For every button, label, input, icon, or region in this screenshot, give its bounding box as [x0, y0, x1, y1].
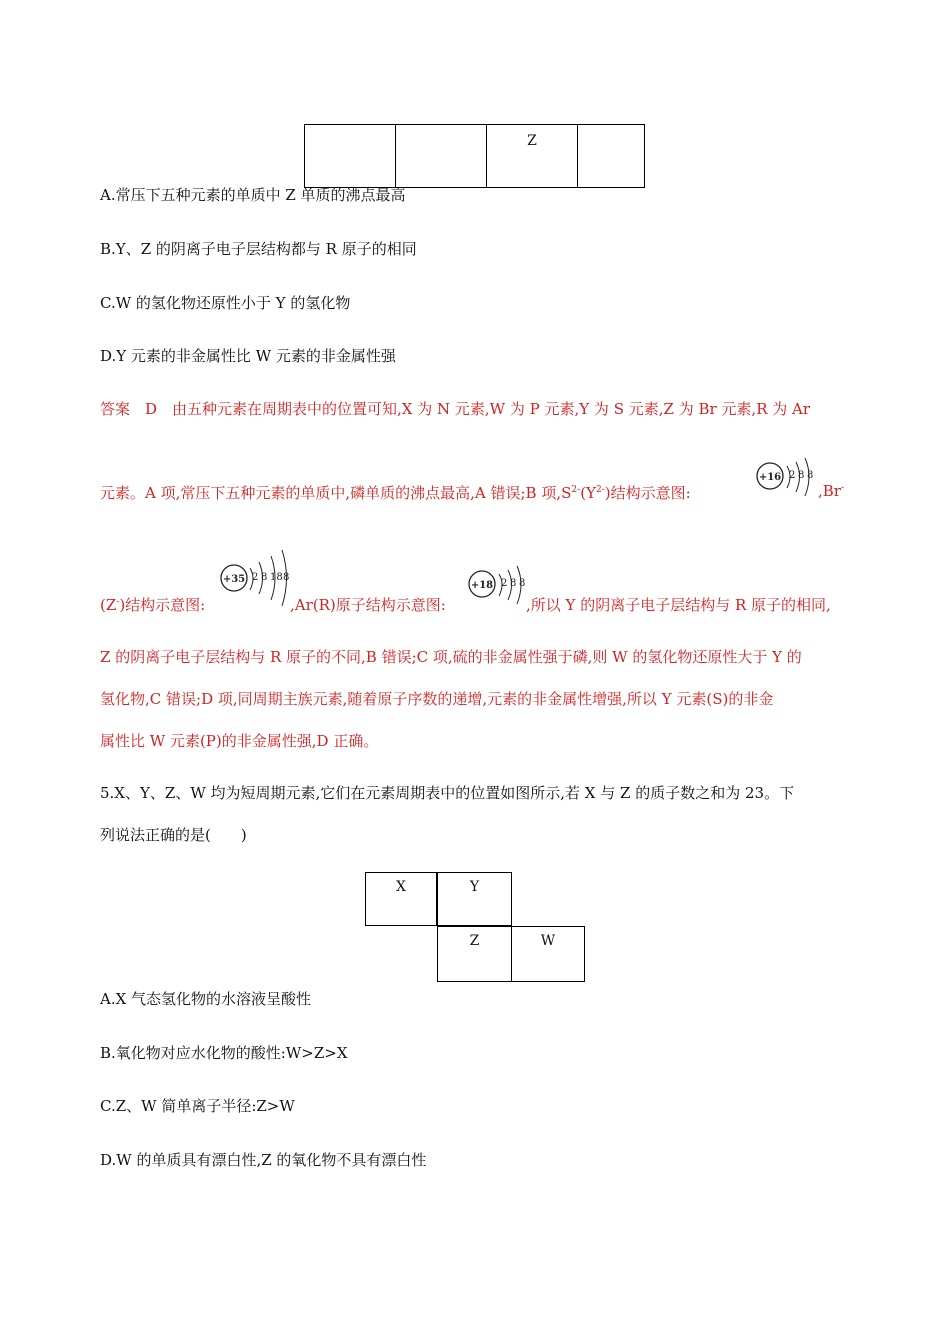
ar-shell-1: 2 — [501, 578, 508, 589]
q5-stem-line-1: 5.X、Y、Z、W 均为短周期元素,它们在元素周期表中的位置如图所示,若 X 与 Z 的质子数之和为 23。下 — [100, 784, 795, 802]
br-shell-3: 18 — [270, 572, 283, 583]
table2-cell-x: X — [365, 872, 437, 926]
table1-cell-1 — [305, 125, 396, 188]
table1-cell-4 — [578, 125, 645, 188]
s2-nucleus-label: +16 — [758, 472, 782, 483]
answer-line-2 — [100, 482, 691, 503]
answer-line-1: 答案 D 由五种元素在周期表中的位置可知,X 为 N 元素,W 为 P 元素,Y 为 S 元素,Z 为 Br 元素,R 为 Ar — [100, 400, 811, 418]
answer-line-4: Z 的阴离子电子层结构与 R 原子的不同,B 错误;C 项,硫的非金属性强于磷,则 W 的氢化物还原性大于 Y 的 — [100, 648, 802, 666]
s2-shell-2: 8 — [798, 470, 805, 481]
q4-option-b: B.Y、Z 的阴离子电子层结构都与 R 原子的相同 — [100, 240, 417, 258]
br-atom-diagram — [218, 548, 294, 608]
answer-line-3-c: ,Ar(R)原子结构示意图: — [290, 596, 446, 614]
ar-nucleus-label: +18 — [470, 580, 494, 591]
answer-line-3-a — [100, 594, 205, 615]
answer-line-3-text-a: (Z — [100, 596, 117, 614]
ar-shell-3: 8 — [519, 578, 526, 589]
answer-line-3-d: ,所以 Y 的阴离子电子层结构与 R 原子的相同, — [526, 596, 831, 614]
answer-line-3-text-b: )结构示意图: — [119, 596, 206, 614]
q5-option-c: C.Z、W 简单离子半径:Z>W — [100, 1097, 295, 1115]
table2-cell-w: W — [511, 926, 585, 982]
answer-line-2-text-b: (Y — [580, 484, 596, 502]
q5-option-a: A.X 气态氢化物的水溶液呈酸性 — [100, 990, 312, 1008]
answer-line-6: 属性比 W 元素(P)的非金属性强,D 正确。 — [100, 732, 379, 750]
br-shell-2: 8 — [261, 572, 268, 583]
ar-atom-diagram — [466, 560, 528, 610]
table1-cell-2 — [396, 125, 487, 188]
answer-line-2-text-a: 元素。A 项,常压下五种元素的单质中,磷单质的沸点最高,A 错误;B 项,S — [100, 484, 572, 502]
q4-option-a: A.常压下五种元素的单质中 Z 单质的沸点最高 — [100, 186, 406, 204]
s2-shell-1: 2 — [789, 470, 796, 481]
q4-option-d: D.Y 元素的非金属性比 W 元素的非金属性强 — [100, 347, 396, 365]
table2-cell-z: Z — [437, 926, 512, 982]
br-shell-4: 8 — [283, 572, 290, 583]
answer-line-2-text-d: ,Br — [818, 482, 841, 500]
br-nucleus-label: +35 — [222, 574, 246, 585]
ar-shell-2: 8 — [510, 578, 517, 589]
q5-option-b: B.氧化物对应水化物的酸性:W>Z>X — [100, 1044, 348, 1062]
table1-cell-z: Z — [487, 125, 578, 188]
periodic-table-fragment-1 — [304, 124, 645, 188]
answer-line-2-br — [818, 482, 844, 500]
s2-shell-3: 8 — [807, 470, 814, 481]
z-charge: - — [116, 597, 120, 607]
answer-line-5: 氢化物,C 错误;D 项,同周期主族元素,随着原子序数的递增,元素的非金属性增强,所以 Y 元素(S)的非金 — [100, 690, 774, 708]
table2-cell-y: Y — [437, 872, 512, 926]
s-charge: 2- — [571, 485, 581, 495]
q5-stem-line-2: 列说法正确的是( ) — [100, 826, 247, 844]
answer-line-2-text-c: )结构示意图: — [604, 484, 691, 502]
br-shell-1: 2 — [252, 572, 259, 583]
y-charge: 2- — [595, 485, 605, 495]
periodic-table-fragment-2 — [365, 872, 587, 984]
q4-option-c: C.W 的氢化物还原性小于 Y 的氢化物 — [100, 294, 351, 312]
s2-atom-diagram — [754, 452, 816, 502]
q5-option-d: D.W 的单质具有漂白性,Z 的氧化物不具有漂白性 — [100, 1151, 427, 1169]
br-charge: - — [840, 483, 845, 493]
